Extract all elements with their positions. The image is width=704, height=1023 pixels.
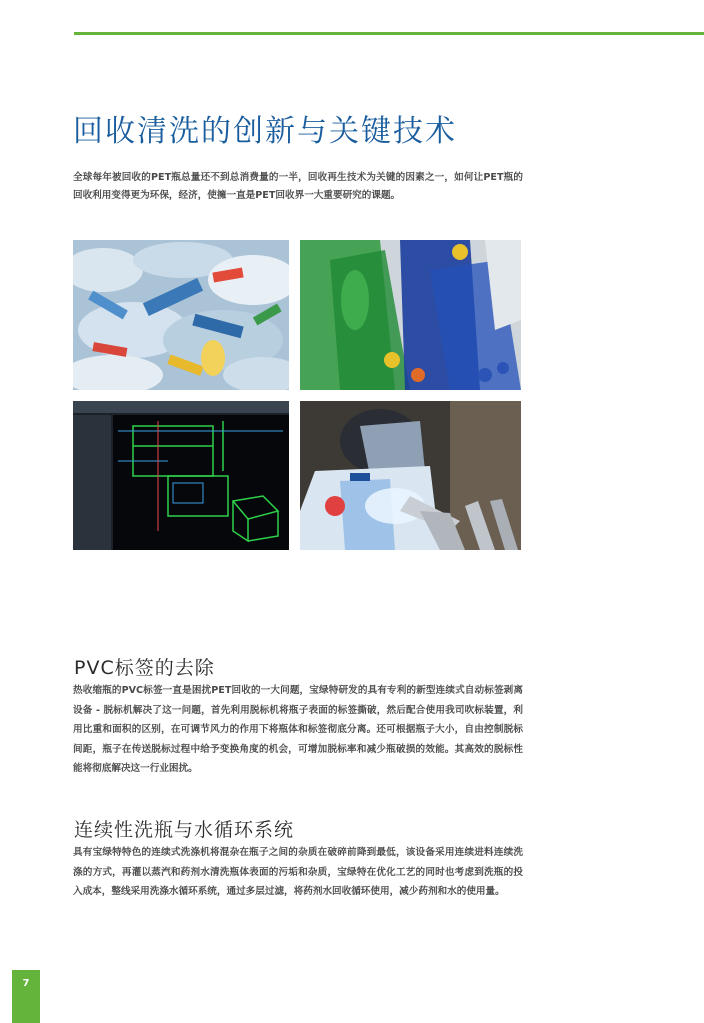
section-body-pvc-label: 热收缩瓶的PVC标签一直是困扰PET回收的一大问题，宝绿特研发的具有专利的新型连续式自动标签剥离设备 - 脱标机解决了这一问题，首先利用脱标机将瓶子表面的标签撕破，然后配合使用我司吹标装置，利用比重和面积的区别，在可调节风力的作用下将瓶体和标签彻底分离。还可根据瓶子大小，自由控制脱标间距，瓶子在传送脱标过程中给予变换角度的机会，可增加脱标率和减少瓶破损的效能。其高效的脱标性能将彻底解决这一行业困扰。: [73, 685, 523, 774]
welder-photo: [300, 401, 521, 550]
section-title-washing: 连续性洗瓶与水循环系统: [74, 819, 295, 841]
intro-paragraph: 全球每年被回收的PET瓶总量还不到总消费量的一半，回收再生技术为关键的因素之一，如何让PET瓶的回收利用变得更为环保，经济，使擁一直是PET回收界一大重要研究的课题。: [73, 172, 523, 201]
crushed-bottles-photo: [73, 240, 289, 390]
page-title: 回收清洗的创新与关键技术: [73, 114, 457, 149]
cad-screen-photo: [73, 401, 289, 550]
top-green-rule: [74, 32, 704, 35]
section-title-pvc-label: PVC标签的去除: [74, 657, 215, 679]
page-number: 7: [22, 978, 30, 989]
colored-bottles-photo: [300, 240, 521, 390]
section-body-washing: 具有宝绿特特色的连续式洗涤机将混杂在瓶子之间的杂质在破碎前降到最低，该设备采用连续进料连续洗涤的方式，再灌以蒸汽和药剂水清洗瓶体表面的污垢和杂质，宝绿特在优化工艺的同时也考虑到洗瓶的投入成本，整线采用洗涤水循环系统，通过多层过滤，将药剂水回收循环使用，减少药剂和水的使用量。: [73, 847, 523, 897]
page-number-tab: [12, 970, 40, 1023]
